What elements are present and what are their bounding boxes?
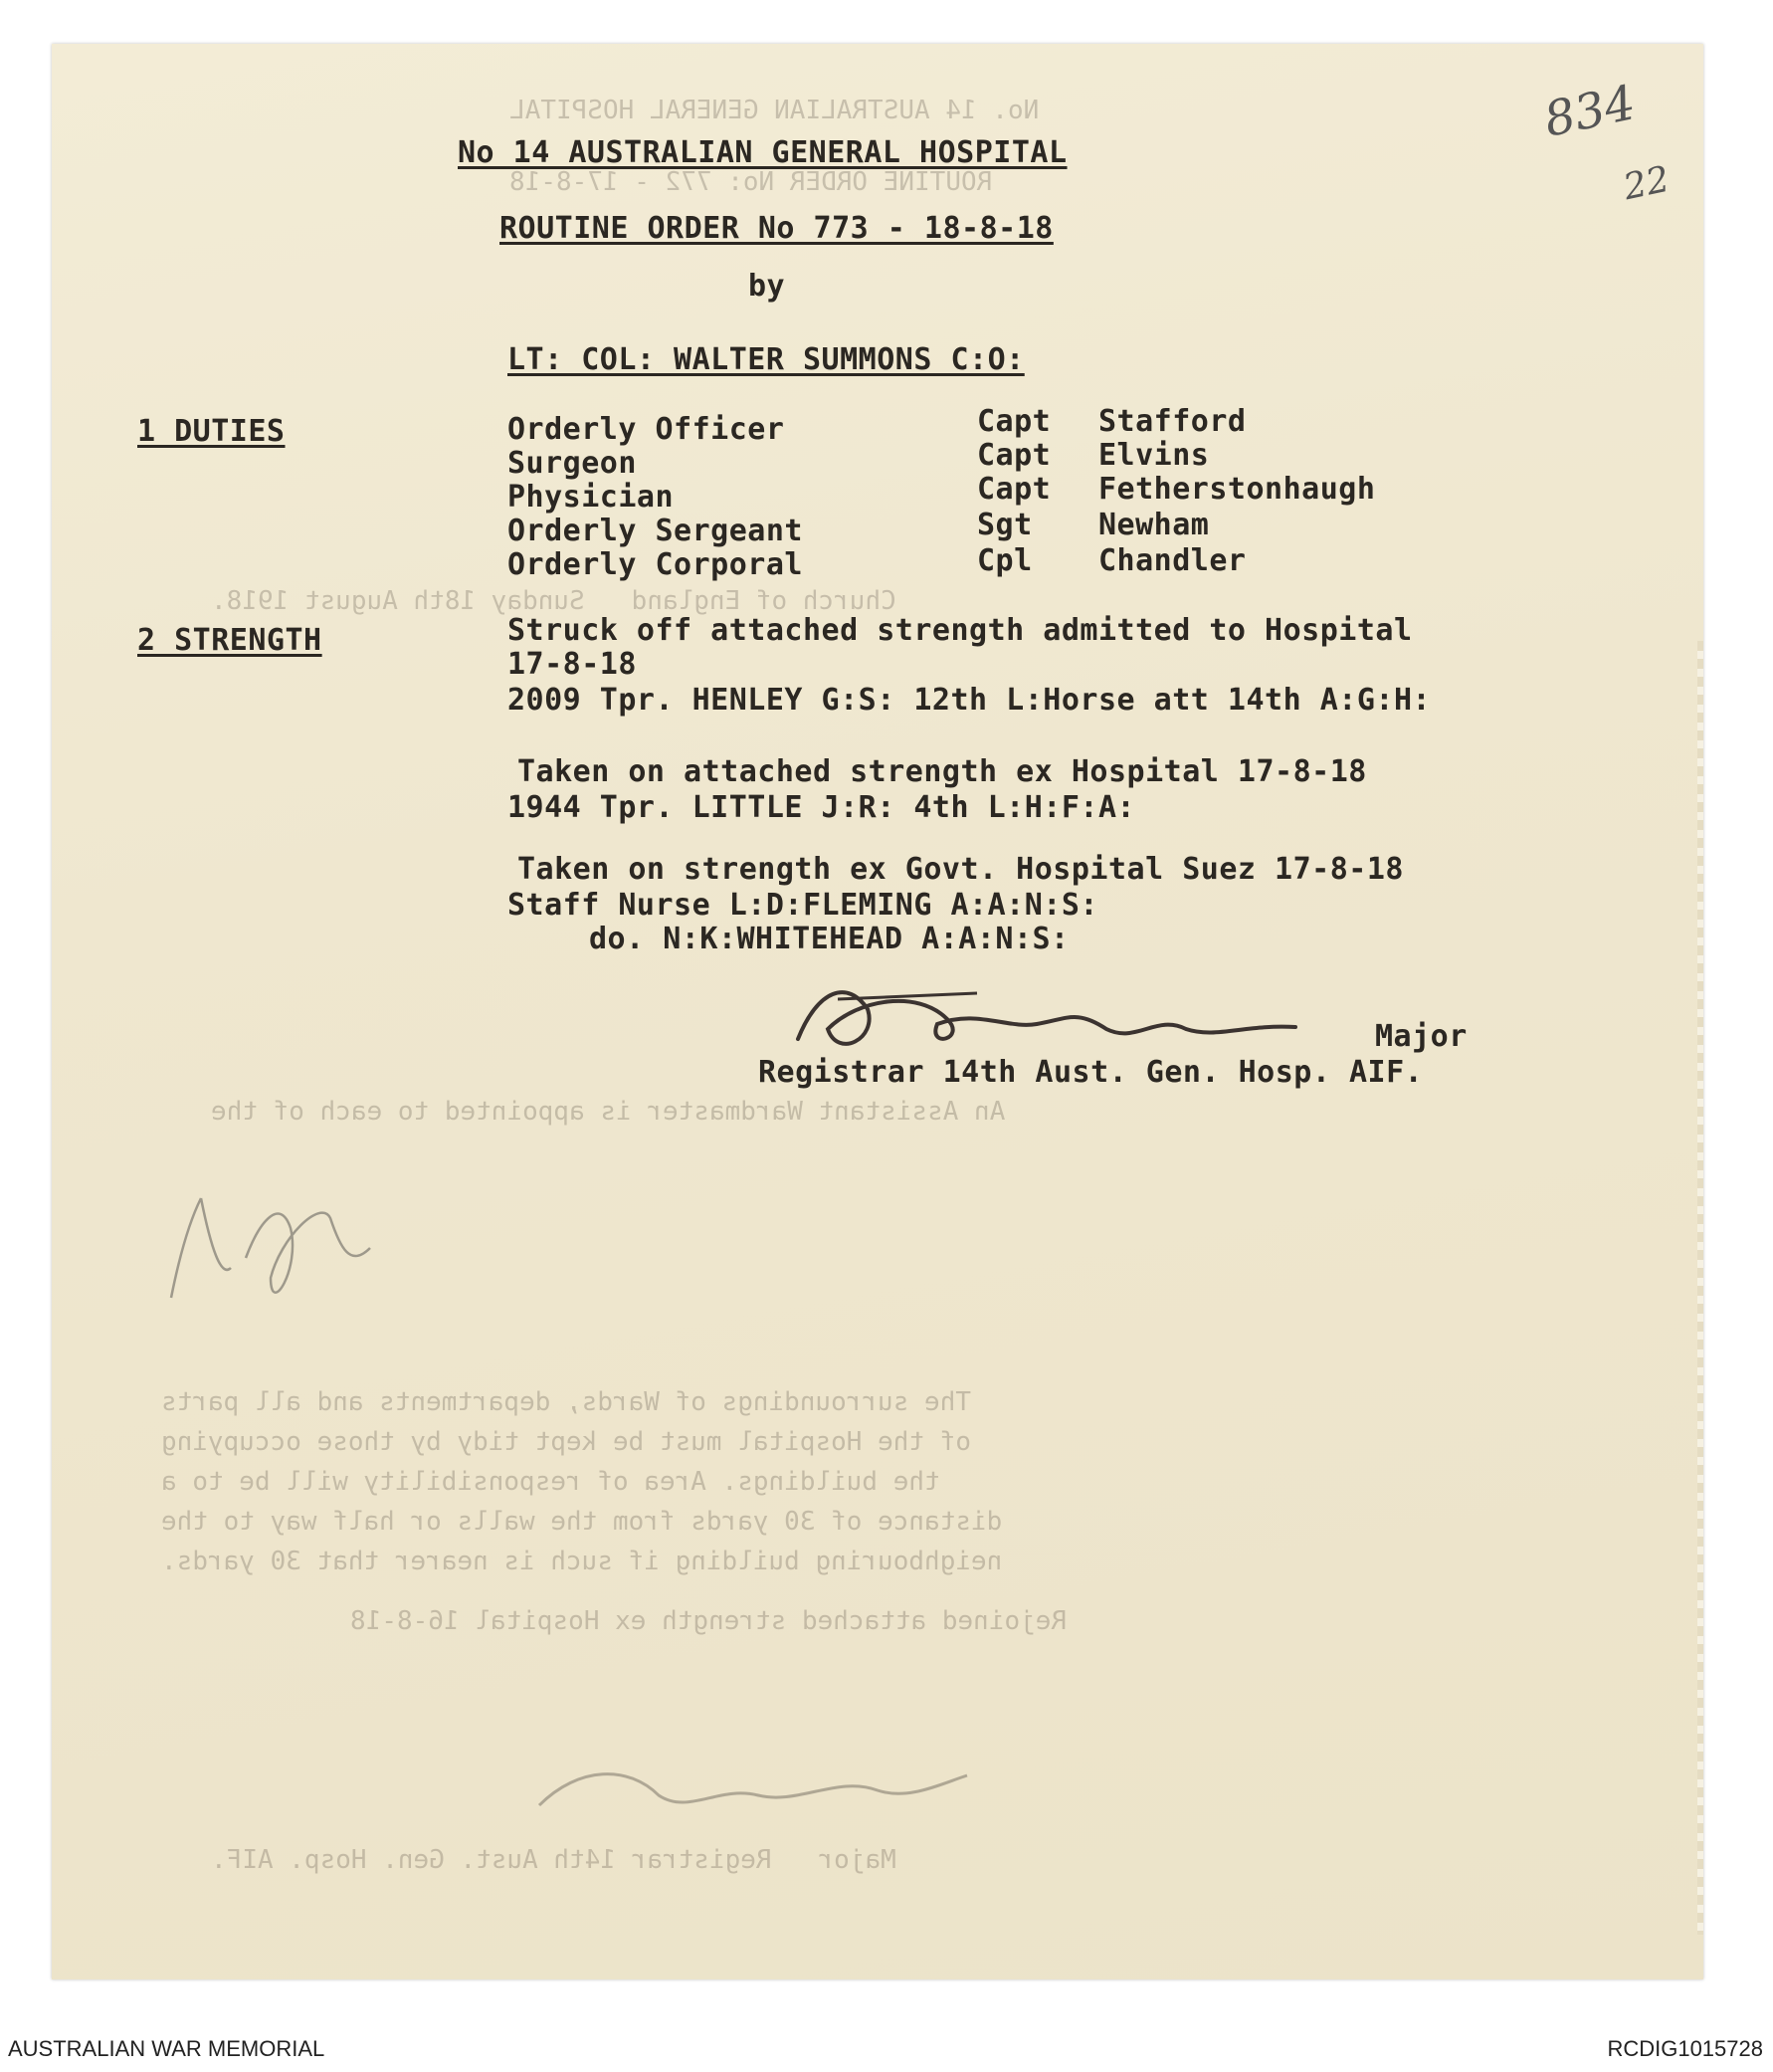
order-title: ROUTINE ORDER No 773 - 18-8-18 (499, 211, 1054, 246)
document-page: No. 14 AUSTRALIAN GENERAL HOSPITAL ROUTINE ORDER No: 772 - 17-8-18 Church of England Sunday 18th August 1918. An Assistant Wardmaster is appointed to each of the The surroundings of Wards, departments and all parts of the Hospital must be kept tidy by those occupying the buildings. Area of responsibility will be to a distance of 30 yards from the walls or half way to the neighbouring building if such is nearer that 30 yards. Rejoined attached strength ex Hospital 16-8-18 Major Registrar 14th Aust. Gen. Hosp. AIF. 834 22 No 14 AUSTRALIAN GENERAL HOSPITAL ROUTINE ORDER No 773 - 18-8-18 by LT: COL: WALTER SUMMONS C:O: 1 DUTIES Orderly Officer Capt Stafford Surgeon Capt Elvins Physician Capt Fetherstonhaugh Orderly Sergeant Sgt Newham Orderly Corporal Cpl Chandler 2 STRENGTH Struck off attached strength admitted to Hospital 17-8-18 2009 Tpr. HENLEY G:S: 12th L:Horse att 14th A:G:H: Taken on attached strength ex Hospital 17-8-18 1944 Tpr. LITTLE J:R: 4th L:H:F:A: Taken on strength ex Govt. Hospital Suez 17-8-18 Staff Nurse L:D:FLEMING A:A:N:S: do. N:K:WHITEHEAD A:A:N:S: Major Registrar 14th Aust. Gen. Hosp. AIF. (52, 44, 1703, 1979)
torn-edge (1697, 641, 1703, 1935)
strength-line: Staff Nurse L:D:FLEMING A:A:N:S: (507, 888, 1098, 923)
strength-line: 2009 Tpr. HENLEY G:S: 12th L:Horse att 14th A:G:H: (507, 683, 1432, 718)
strength-heading: 2 STRENGTH (137, 623, 322, 658)
strength-line: Struck off attached strength admitted to Hospital (507, 613, 1413, 648)
footer-archive-name: AUSTRALIAN WAR MEMORIAL (8, 2036, 325, 2061)
signature-rank: Major (1375, 1019, 1468, 1054)
strength-line: 17-8-18 (507, 647, 637, 682)
strength-line: do. N:K:WHITEHEAD A:A:N:S: (589, 922, 1070, 956)
duties-heading: 1 DUTIES (137, 414, 286, 449)
strength-line: Taken on attached strength ex Hospital 17-8-18 (517, 754, 1367, 789)
handwritten-reference (1539, 75, 1640, 148)
footer-record-id: RCDIG1015728 (1607, 2036, 1763, 2061)
faint-signature (519, 1736, 977, 1835)
by-line: by (748, 269, 786, 304)
strength-line: Taken on strength ex Govt. Hospital Suez 17-8-18 (517, 852, 1404, 887)
handwritten-reference-sub: 22 (1620, 158, 1674, 209)
signature-title: Registrar 14th Aust. Gen. Hosp. AIF. (758, 1055, 1424, 1090)
commanding-officer: LT: COL: WALTER SUMMONS C:O: (507, 342, 1025, 377)
strength-line: 1944 Tpr. LITTLE J:R: 4th L:H:F:A: (507, 790, 1136, 825)
reference-number: 834 (1539, 75, 1641, 148)
hospital-title: No 14 AUSTRALIAN GENERAL HOSPITAL (458, 135, 1068, 170)
pencil-initials (151, 1158, 390, 1338)
